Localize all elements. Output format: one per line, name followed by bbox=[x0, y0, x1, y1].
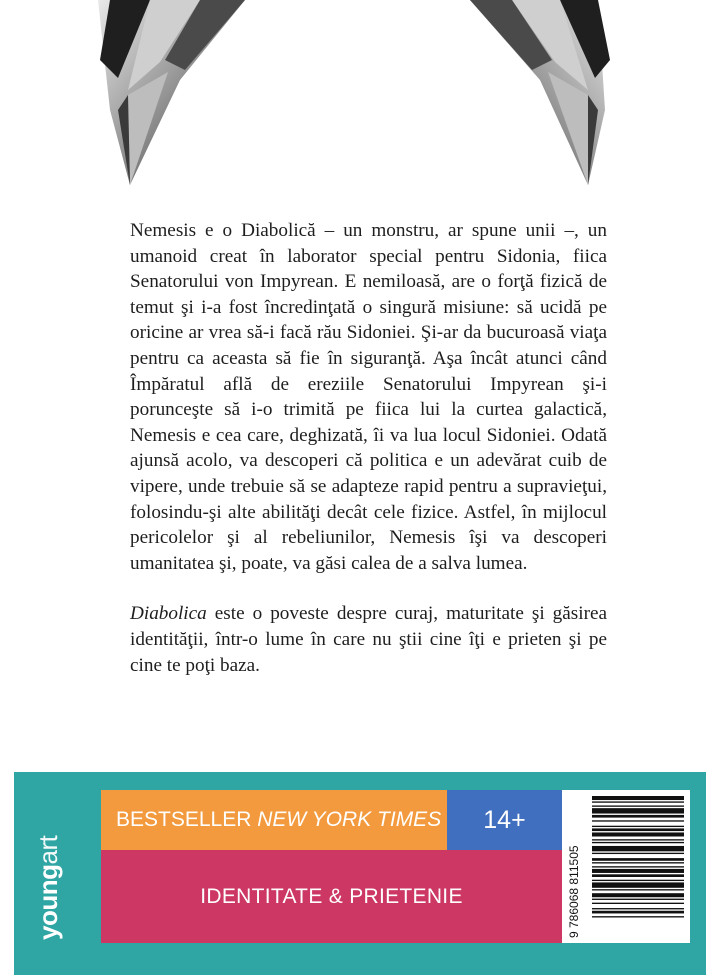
book-title: Diabolica bbox=[130, 603, 207, 625]
barcode-bar bbox=[592, 866, 684, 867]
barcode-bar bbox=[592, 916, 684, 917]
barcode-bar bbox=[592, 842, 684, 843]
barcode-bar bbox=[592, 903, 684, 904]
barcode-bar bbox=[592, 882, 684, 887]
age-rating-badge: 14+ bbox=[447, 790, 562, 850]
barcode-bar bbox=[592, 874, 684, 877]
isbn-barcode bbox=[562, 790, 690, 943]
barcode-bar bbox=[592, 796, 684, 800]
blurb-paragraph-2 bbox=[130, 601, 607, 678]
barcode-bar bbox=[592, 880, 684, 881]
barcode-bar bbox=[592, 911, 684, 914]
theme-badge: IDENTITATE & PRIETENIE bbox=[101, 850, 562, 943]
barcode-bar bbox=[592, 826, 684, 827]
back-cover-blurb bbox=[130, 218, 607, 678]
barcode-bar bbox=[592, 828, 684, 831]
barcode-bar bbox=[592, 808, 684, 813]
publisher-logo bbox=[33, 835, 87, 940]
barcode-bar bbox=[592, 820, 684, 821]
barcode-digits: 9 786068 811505 bbox=[567, 845, 581, 938]
barcode-bar bbox=[592, 858, 684, 861]
barcode-bar bbox=[592, 853, 684, 854]
barcode-bar bbox=[592, 893, 684, 897]
blurb-paragraph-1: Nemesis e o Diabolică – un monstru, ar spune unii –, un umanoid creat în laborator special pentru Sidonia, fiica Senatorului von Impyrean. E nemiloasă, are o forţă fizică de temut şi i-a fost încredinţată o singură misiune: să ucidă pe oricine ar vrea să-i facă rău Sidoniei. Şi-ar da bucuroasă viaţa pentru ca aceasta să fie în siguranţă. Aşa încât atunci când Împăratul află de ereziile Senatorului Impyrean şi-i porunceşte să i-o trimită pe fiica lui la curtea galactică, Nemesis e cea care, deghizată, îi va lua locul Sidoniei. Odată ajunsă acolo, va descoperi că politica e un adevărat cuib de vipere, unde trebuie să se adapteze rapid pentru a supravieţui, folosindu-şi alte abilităţi decât cele fizice. Astfel, în mijlocul pericolelor şi al rebeliunilor, Nemesis îşi va descoperi umanitatea şi, poate, va găsi calea de a salva lumea. bbox=[130, 220, 607, 574]
bestseller-badge bbox=[101, 790, 447, 850]
barcode-graphic bbox=[562, 790, 690, 943]
blade-tips-illustration bbox=[0, 0, 720, 195]
barcode-bar bbox=[592, 815, 684, 818]
bestseller-source: NEW YORK TIMES bbox=[257, 808, 442, 831]
right-blade bbox=[470, 0, 610, 185]
barcode-bar bbox=[592, 832, 684, 836]
blurb-paragraph-2-text: este o poveste despre curaj, maturitate şi găsirea identităţii, într-o lume în care nu ştii cine îţi e prieten şi pe cine te poţi baza. bbox=[130, 603, 607, 676]
barcode-bar bbox=[592, 889, 684, 890]
barcode-bar bbox=[592, 801, 684, 802]
barcode-bar bbox=[592, 908, 684, 909]
barcode-bar bbox=[592, 869, 684, 873]
barcode-bar bbox=[592, 846, 684, 851]
barcode-bar bbox=[592, 839, 684, 840]
publisher-logo-part2: art bbox=[33, 835, 63, 865]
barcode-bar bbox=[592, 805, 684, 806]
bestseller-prefix: BESTSELLER bbox=[116, 808, 258, 831]
barcode-bar bbox=[592, 862, 684, 863]
left-blade bbox=[98, 0, 245, 185]
barcode-bar bbox=[592, 899, 684, 900]
publisher-logo-part1: young bbox=[33, 864, 63, 940]
